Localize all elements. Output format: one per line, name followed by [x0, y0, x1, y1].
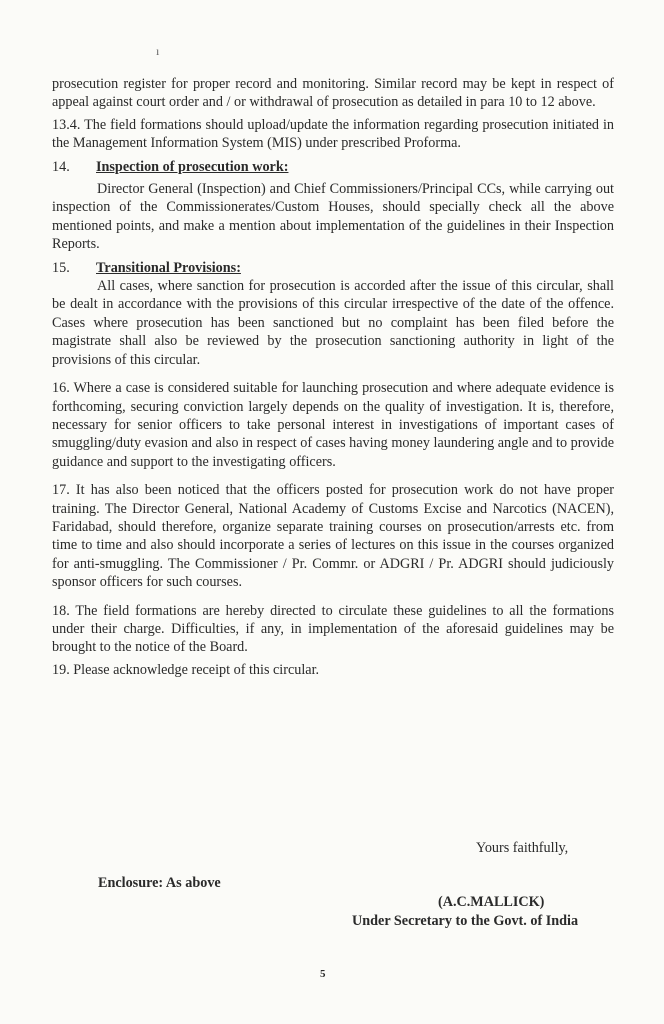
paragraph-17: 17. It has also been noticed that the officers posted for prosecution work do not have proper training. The Director General, National Academy of Customs Excise and Narcotics (NACEN), Faridabad, should therefore, organize separate training courses on prosecution/arrests etc. from time to time and also should incorporate a series of lectures on this issue in the courses organized for anti-smuggling. The Commissioner / Pr. Commr. or ADGRI / Pr. ADGRI should judiciously sponsor officers for such courses.: [52, 482, 614, 591]
section-15-heading: [52, 259, 614, 277]
closing-salutation: Yours faithfully,: [476, 840, 569, 856]
section-14-title: Inspection of prosecution work:: [96, 158, 289, 175]
section-14-number: 14.: [52, 158, 70, 175]
paragraph-16: 16. Where a case is considered suitable for launching prosecution and where adequate evidence is forthcoming, securing conviction largely depends on the quality of investigation. It is, therefore, necessary for senior officers to take personal interest in investigations of important cases of smuggling/duty evasion and also in respect of cases having money laundering angle and to provide guidance and support to the investigating officers.: [52, 380, 614, 470]
document-body: [52, 75, 614, 679]
paragraph-15: All cases, where sanction for prosecution is accorded after the issue of this circular, shall be dealt in accordance with the provisions of this circular irrespective of the date of the offence. Cases where prosecution has been sanctioned but no complaint has been filed before the magistrate shall also be reviewed by the prosecution sanctioning authority in light of the provisions of this circular.: [52, 278, 614, 368]
paragraph-13-4: 13.4. The field formations should upload/update the information regarding prosecution initiated in the Management Information System (MIS) under prescribed Proforma.: [52, 116, 614, 152]
paragraph-18: 18. The field formations are hereby directed to circulate these guidelines to all the formations under their charge. Difficulties, if any, in implementation of the aforesaid guidelines may be brought to the notice of the Board.: [52, 602, 614, 656]
enclosure-note: Enclosure: As above: [98, 875, 221, 891]
paragraph-19: 19. Please acknowledge receipt of this circular.: [52, 661, 320, 678]
signatory-title: Under Secretary to the Govt. of India: [352, 913, 579, 929]
paragraph-intro: prosecution register for proper record and monitoring. Similar record may be kept in respect of appeal against court order and / or withdrawal of prosecution as detailed in para 10 to 12 above.: [52, 76, 614, 111]
page-number: 5: [320, 968, 326, 980]
section-14-heading: [52, 158, 614, 176]
paragraph-14: Director General (Inspection) and Chief Commissioners/Principal CCs, while carrying out inspection of the Commissionerates/Custom Houses, should specially check all the above mentioned points, and make a mention about implementation of the guidelines in their Inspection Reports.: [52, 181, 614, 253]
section-15-title: Transitional Provisions:: [96, 259, 241, 276]
section-15-number: 15.: [52, 259, 70, 276]
signatory-name: (A.C.MALLICK): [438, 894, 545, 910]
scan-mark: ı: [156, 44, 160, 58]
